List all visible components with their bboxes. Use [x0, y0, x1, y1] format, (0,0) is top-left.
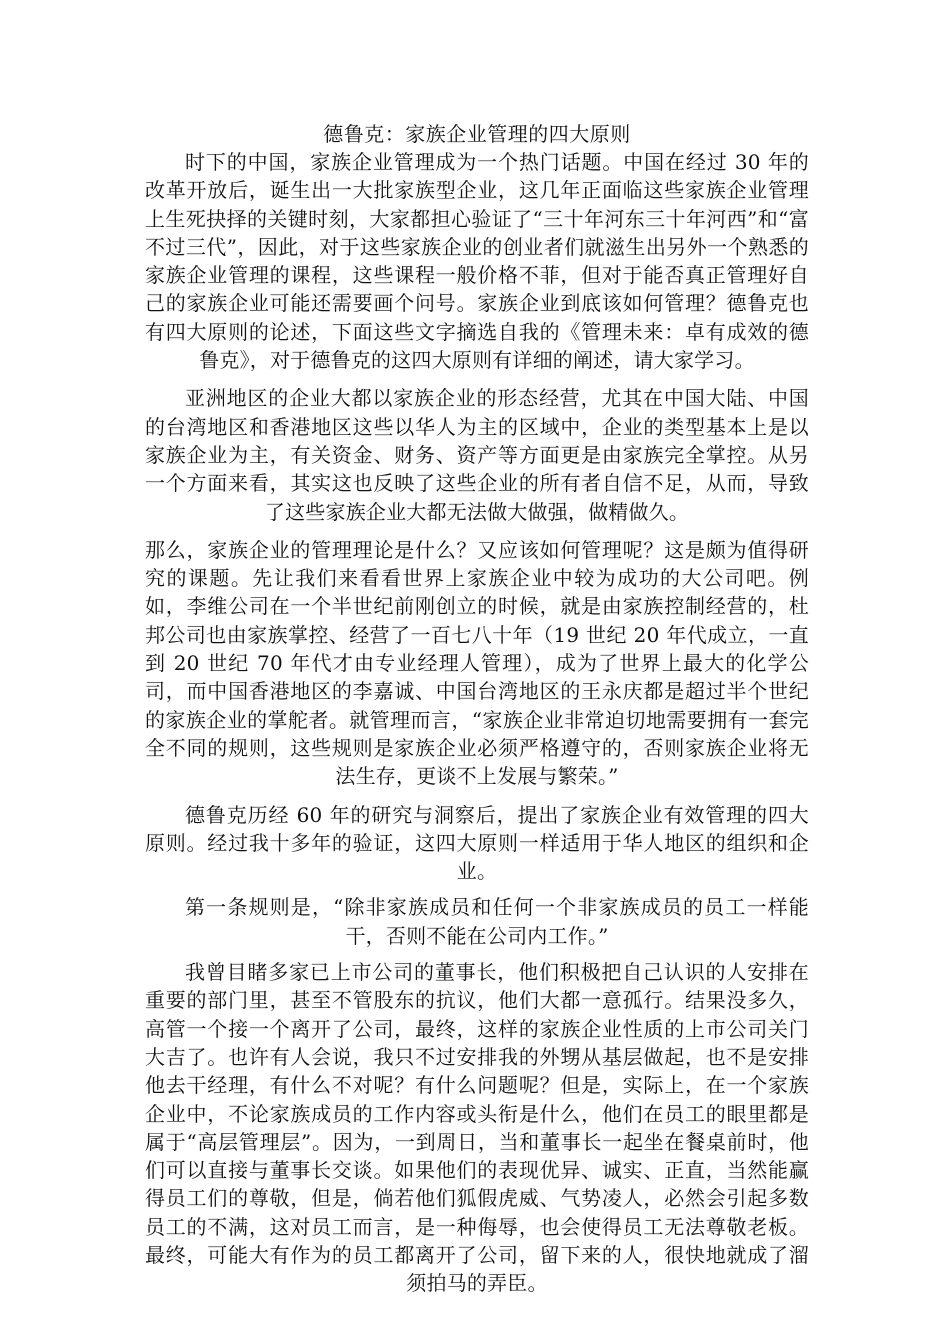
- article-body: [145, 121, 809, 1308]
- paragraph-asia-family-business: 亚洲地区的企业大都以家族企业的形态经营，尤其在中国大陆、中国的台湾地区和香港地区这些以华人为主的区域中，企业的类型基本上是以家族企业为主，有关资金、财务、资产等方面更是由家族完全掌控。从另一个方面来看，其实这也反映了这些企业的所有者自信不足，从而，导致了这些家族企业大都无法做大做强，做精做久。: [145, 386, 809, 524]
- paragraph-management-theory: 那么，家族企业的管理理论是什么？又应该如何管理呢？这是颇为值得研究的课题。先让我们来看看世界上家族企业中较为成功的大公司吧。例如，李维公司在一个半世纪前刚创立的时候，就是由家族控制经营的，杜邦公司也由家族掌控、经营了一百七八十年（19 世纪 20 年代成立，一直到 20 世纪 70 年代才由专业经理人管理），成为了世界上最大的化学公司，而中国香港地区的李嘉诚、中国台湾地区的王永庆都是超过半个世纪的家族企业的掌舵者。就管理而言，“家族企业非常迫切地需要拥有一套完全不同的规则，这些规则是家族企业必须严格遵守的，否则家族企业将无法生存，更谈不上发展与繁荣。”: [145, 537, 809, 789]
- paragraph-four-principles: 德鲁克历经 60 年的研究与洞察后，提出了家族企业有效管理的四大原则。经过我十多年的验证，这四大原则一样适用于华人地区的组织和企业。: [145, 802, 809, 884]
- paragraph-first-rule: 第一条规则是，“除非家族成员和任何一个非家族成员的员工一样能干，否则不能在公司内工作。”: [185, 895, 809, 948]
- paragraph-first-rule-discussion: 我曾目睹多家已上市公司的董事长，他们积极把自己认识的人安排在重要的部门里，甚至不管股东的抗议，他们大都一意孤行。结果没多久，高管一个接一个离开了公司，最终，这样的家族企业性质的上市公司关门大吉了。也许有人会说，我只不过安排我的外甥从基层做起，也不是安排他去干经理，有什么不对呢？有什么问题呢？但是，实际上，在一个家族企业中，不论家族成员的工作内容或头衔是什么，他们在员工的眼里都是属于“高层管理层”。因为，一到周日，当和董事长一起坐在餐桌前时，他们可以直接与董事长交谈。如果他们的表现优异、诚实、正直，当然能赢得员工们的尊敬，但是，倘若他们狐假虎威、气势凌人，必然会引起多数员工的不满，这对员工而言，是一种侮辱，也会使得员工无法尊敬老板。最终，可能大有作为的员工都离开了公司，留下来的人，很快地就成了溜须拍马的弄臣。: [145, 960, 809, 1296]
- article-title: 德鲁克：家族企业管理的四大原则: [323, 122, 631, 146]
- paragraph-intro: 时下的中国，家族企业管理成为一个热门话题。中国在经过 30 年的改革开放后，诞生出一大批家族型企业，这几年正面临这些家族企业管理上生死抉择的关键时刻，大家都担心验证了“三十年河东三十年河西”和“富不过三代”，因此，对于这些家族企业的创业者们就滋生出另外一个熟悉的家族企业管理的课程，这些课程一般价格不菲，但对于能否真正管理好自己的家族企业可能还需要画个问号。家族企业到底该如何管理？德鲁克也有四大原则的论述，下面这些文字摘选自我的《管理未来：卓有成效的德鲁克》，对于德鲁克的这四大原则有详细的阐述，请大家学习。: [145, 150, 809, 373]
